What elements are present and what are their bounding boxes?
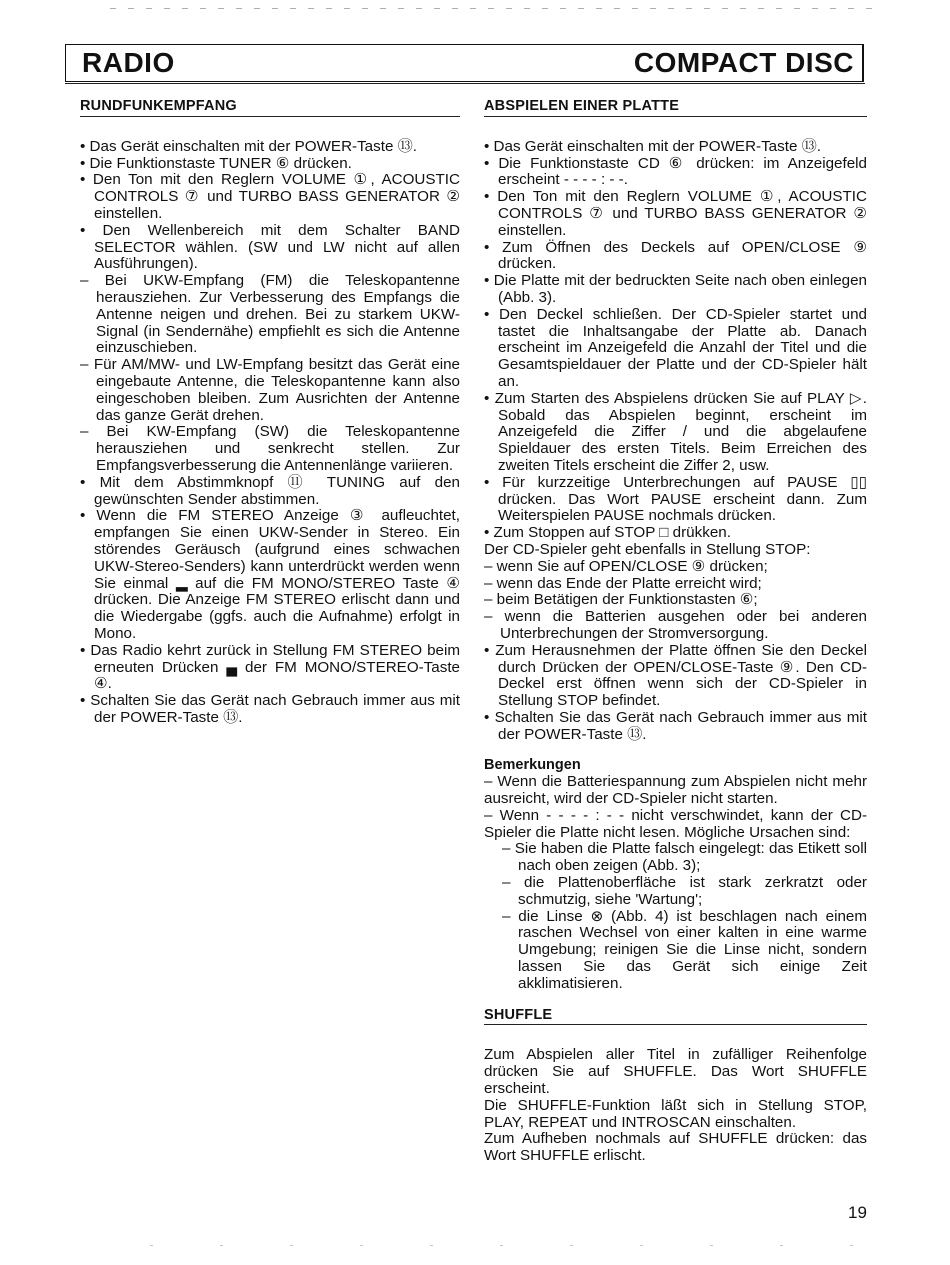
left-column (80, 98, 460, 727)
paragraph: – wenn das Ende der Platte erreicht wird; (484, 574, 762, 592)
scan-artifact-bottom (150, 1245, 880, 1246)
paragraph: – Wenn - - - - : - - nicht verschwindet, kann der CD-Spieler die Platte nicht lesen. Mögliche Ursachen sind: (484, 806, 867, 841)
paragraph: • Den Wellenbereich mit dem Schalter BAND SELECTOR wählen. (SW und LW nicht auf allen Ausführungen). (80, 221, 460, 273)
header-rule (65, 83, 865, 84)
section-title-shuffle: SHUFFLE (484, 1007, 867, 1026)
rundfunk-body (80, 139, 460, 727)
paragraph: • Schalten Sie das Gerät nach Gebrauch immer aus mit der POWER-Taste ⑬. (80, 692, 460, 726)
notes-body (484, 774, 867, 992)
header-compact-disc: COMPACT DISC (633, 47, 854, 78)
scan-artifact-top (110, 8, 880, 9)
paragraph: – Bei KW-Empfang (SW) die Teleskopantenne herausziehen und senkrecht stellen. Zur Empfangsverbesserung die Antennenlänge variieren. (80, 423, 460, 474)
paragraph: • Mit dem Abstimmknopf ⑪ TUNING auf den gewünschten Sender abstimmen. (80, 473, 460, 508)
right-column (484, 98, 867, 1165)
paragraph: Der CD-Spieler geht ebenfalls in Stellung STOP: (484, 540, 811, 558)
paragraph: – Sie haben die Platte falsch eingelegt: das Etikett soll nach oben zeigen (Abb. 3); (502, 840, 867, 875)
paragraph: • Für kurzzeitige Unterbrechungen auf PAUSE ▯▯ drücken. Das Wort PAUSE erscheint dann. Zum Weiterspielen PAUSE nochmals drücken. (484, 473, 867, 525)
paragraph: Zum Abspielen aller Titel in zufälliger Reihenfolge drücken Sie auf SHUFFLE. Das Wort SHUFFLE erscheint. (484, 1046, 867, 1098)
header-radio: RADIO (82, 47, 175, 78)
paragraph: • Zum Öffnen des Deckels auf OPEN/CLOSE ⑨ drücken. (484, 238, 867, 273)
paragraph: • Das Radio kehrt zurück in Stellung FM STEREO beim erneuten Drücken ▄ der FM MONO/STEREO-Taste ④. (80, 641, 460, 693)
abspielen-body (484, 139, 867, 744)
paragraph: • Zum Starten des Abspielens drücken Sie auf PLAY ▷. Sobald das Abspielen beginnt, erscheint im Anzeigefeld die Ziffer / und die abgelaufene Spieldauer des ersten Titels. Beim Erreichen des zweiten Titels erscheint die Ziffer 2, usw. (484, 389, 867, 474)
paragraph: Die SHUFFLE-Funktion läßt sich in Stellung STOP, PLAY, REPEAT und INTROSCAN einschalten. (484, 1096, 867, 1131)
paragraph: • Die Funktionstaste CD ⑥ drücken: im Anzeigefeld erscheint - - - - : - -. (484, 154, 867, 189)
paragraph: – die Linse ⊗ (Abb. 4) ist beschlagen nach einem raschen Wechsel von einer kalten in eine warme Umgebung; reinigen Sie die Linse nicht, sondern lassen Sie das Gerät sich einige Zeit akklimatisieren. (502, 907, 867, 992)
section-title-abspielen: ABSPIELEN EINER PLATTE (484, 98, 867, 117)
paragraph: – die Plattenoberfläche ist stark zerkratzt oder schmutzig, siehe 'Wartung'; (502, 874, 867, 908)
page-number: 19 (848, 1203, 867, 1222)
paragraph: • Das Gerät einschalten mit der POWER-Taste ⑬. (484, 137, 822, 155)
paragraph: – beim Betätigen der Funktionstasten ⑥; (484, 591, 758, 609)
paragraph: – wenn Sie auf OPEN/CLOSE ⑨ drücken; (484, 557, 768, 575)
paragraph: • Das Gerät einschalten mit der POWER-Taste ⑬. (80, 137, 418, 155)
paragraph: • Wenn die FM STEREO Anzeige ③ aufleuchtet, empfangen Sie einen UKW-Sender in Stereo. Ein störendes Geräusch (aufgrund eines schwachen UKW-Stereo-Senders) kann unterdrückt werden wenn Sie einmal ▂ auf die FM MONO/STEREO Taste ④ drücken. Die Anzeige FM STEREO erlischt dann und die Wiedergabe (ggfs. auch die Aufnahme) erfolgt in Mono. (80, 507, 460, 642)
paragraph: Zum Aufheben nochmals auf SHUFFLE drücken: das Wort SHUFFLE erlischt. (484, 1130, 867, 1165)
shuffle-body (484, 1047, 867, 1165)
paragraph: – Für AM/MW- und LW-Empfang besitzt das Gerät eine eingebaute Antenne, die Teleskopantenne kann also eingeschoben bleiben. Zum Ausrichten der Antenne das ganze Gerät drehen. (80, 356, 460, 424)
paragraph: • Die Platte mit der bedruckten Seite nach oben einlegen (Abb. 3). (484, 272, 867, 306)
paragraph: • Den Ton mit den Reglern VOLUME ①, ACOUSTIC CONTROLS ⑦ und TURBO BASS GENERATOR ② einstellen. (484, 188, 867, 239)
paragraph: • Zum Herausnehmen der Platte öffnen Sie den Deckel durch Drücken der OPEN/CLOSE-Taste ⑨. Den CD-Deckel erst öffnen wenn sich der CD-Spieler in Stellung STOP befindet. (484, 641, 867, 710)
paragraph: • Die Funktionstaste TUNER ⑥ drücken. (80, 154, 352, 172)
paragraph: • Zum Stoppen auf STOP □ drükken. (484, 524, 731, 542)
section-title-rundfunk: RUNDFUNKEMPFANG (80, 98, 460, 117)
paragraph: – wenn die Batterien ausgehen oder bei anderen Unterbrechungen der Stromversorgung. (484, 608, 867, 642)
notes-heading: Bemerkungen (484, 757, 581, 774)
page-header (65, 44, 864, 82)
paragraph: – Wenn die Batteriespannung zum Abspielen nicht mehr ausreicht, wird der CD-Spieler nicht starten. (484, 773, 867, 808)
paragraph: – Bei UKW-Empfang (FM) die Teleskopantenne herausziehen. Zur Verbesserung des Empfangs die Antenne neigen und drehen. Bei zu starkem UKW-Signal (in Sendernähe) empfiehlt es sich die Antenne einzuschieben. (80, 272, 460, 357)
paragraph: • Schalten Sie das Gerät nach Gebrauch immer aus mit der POWER-Taste ⑬. (484, 708, 867, 743)
paragraph: • Den Deckel schließen. Der CD-Spieler startet und tastet die Inhaltsangabe der Platte ab. Danach erscheint im Anzeigefeld die Anzahl der Titel und die Gesamtspieldauer der Platte und der CD-Spieler hält an. (484, 305, 867, 390)
paragraph: • Den Ton mit den Reglern VOLUME ①, ACOUSTIC CONTROLS ⑦ und TURBO BASS GENERATOR ② einstellen. (80, 171, 460, 222)
